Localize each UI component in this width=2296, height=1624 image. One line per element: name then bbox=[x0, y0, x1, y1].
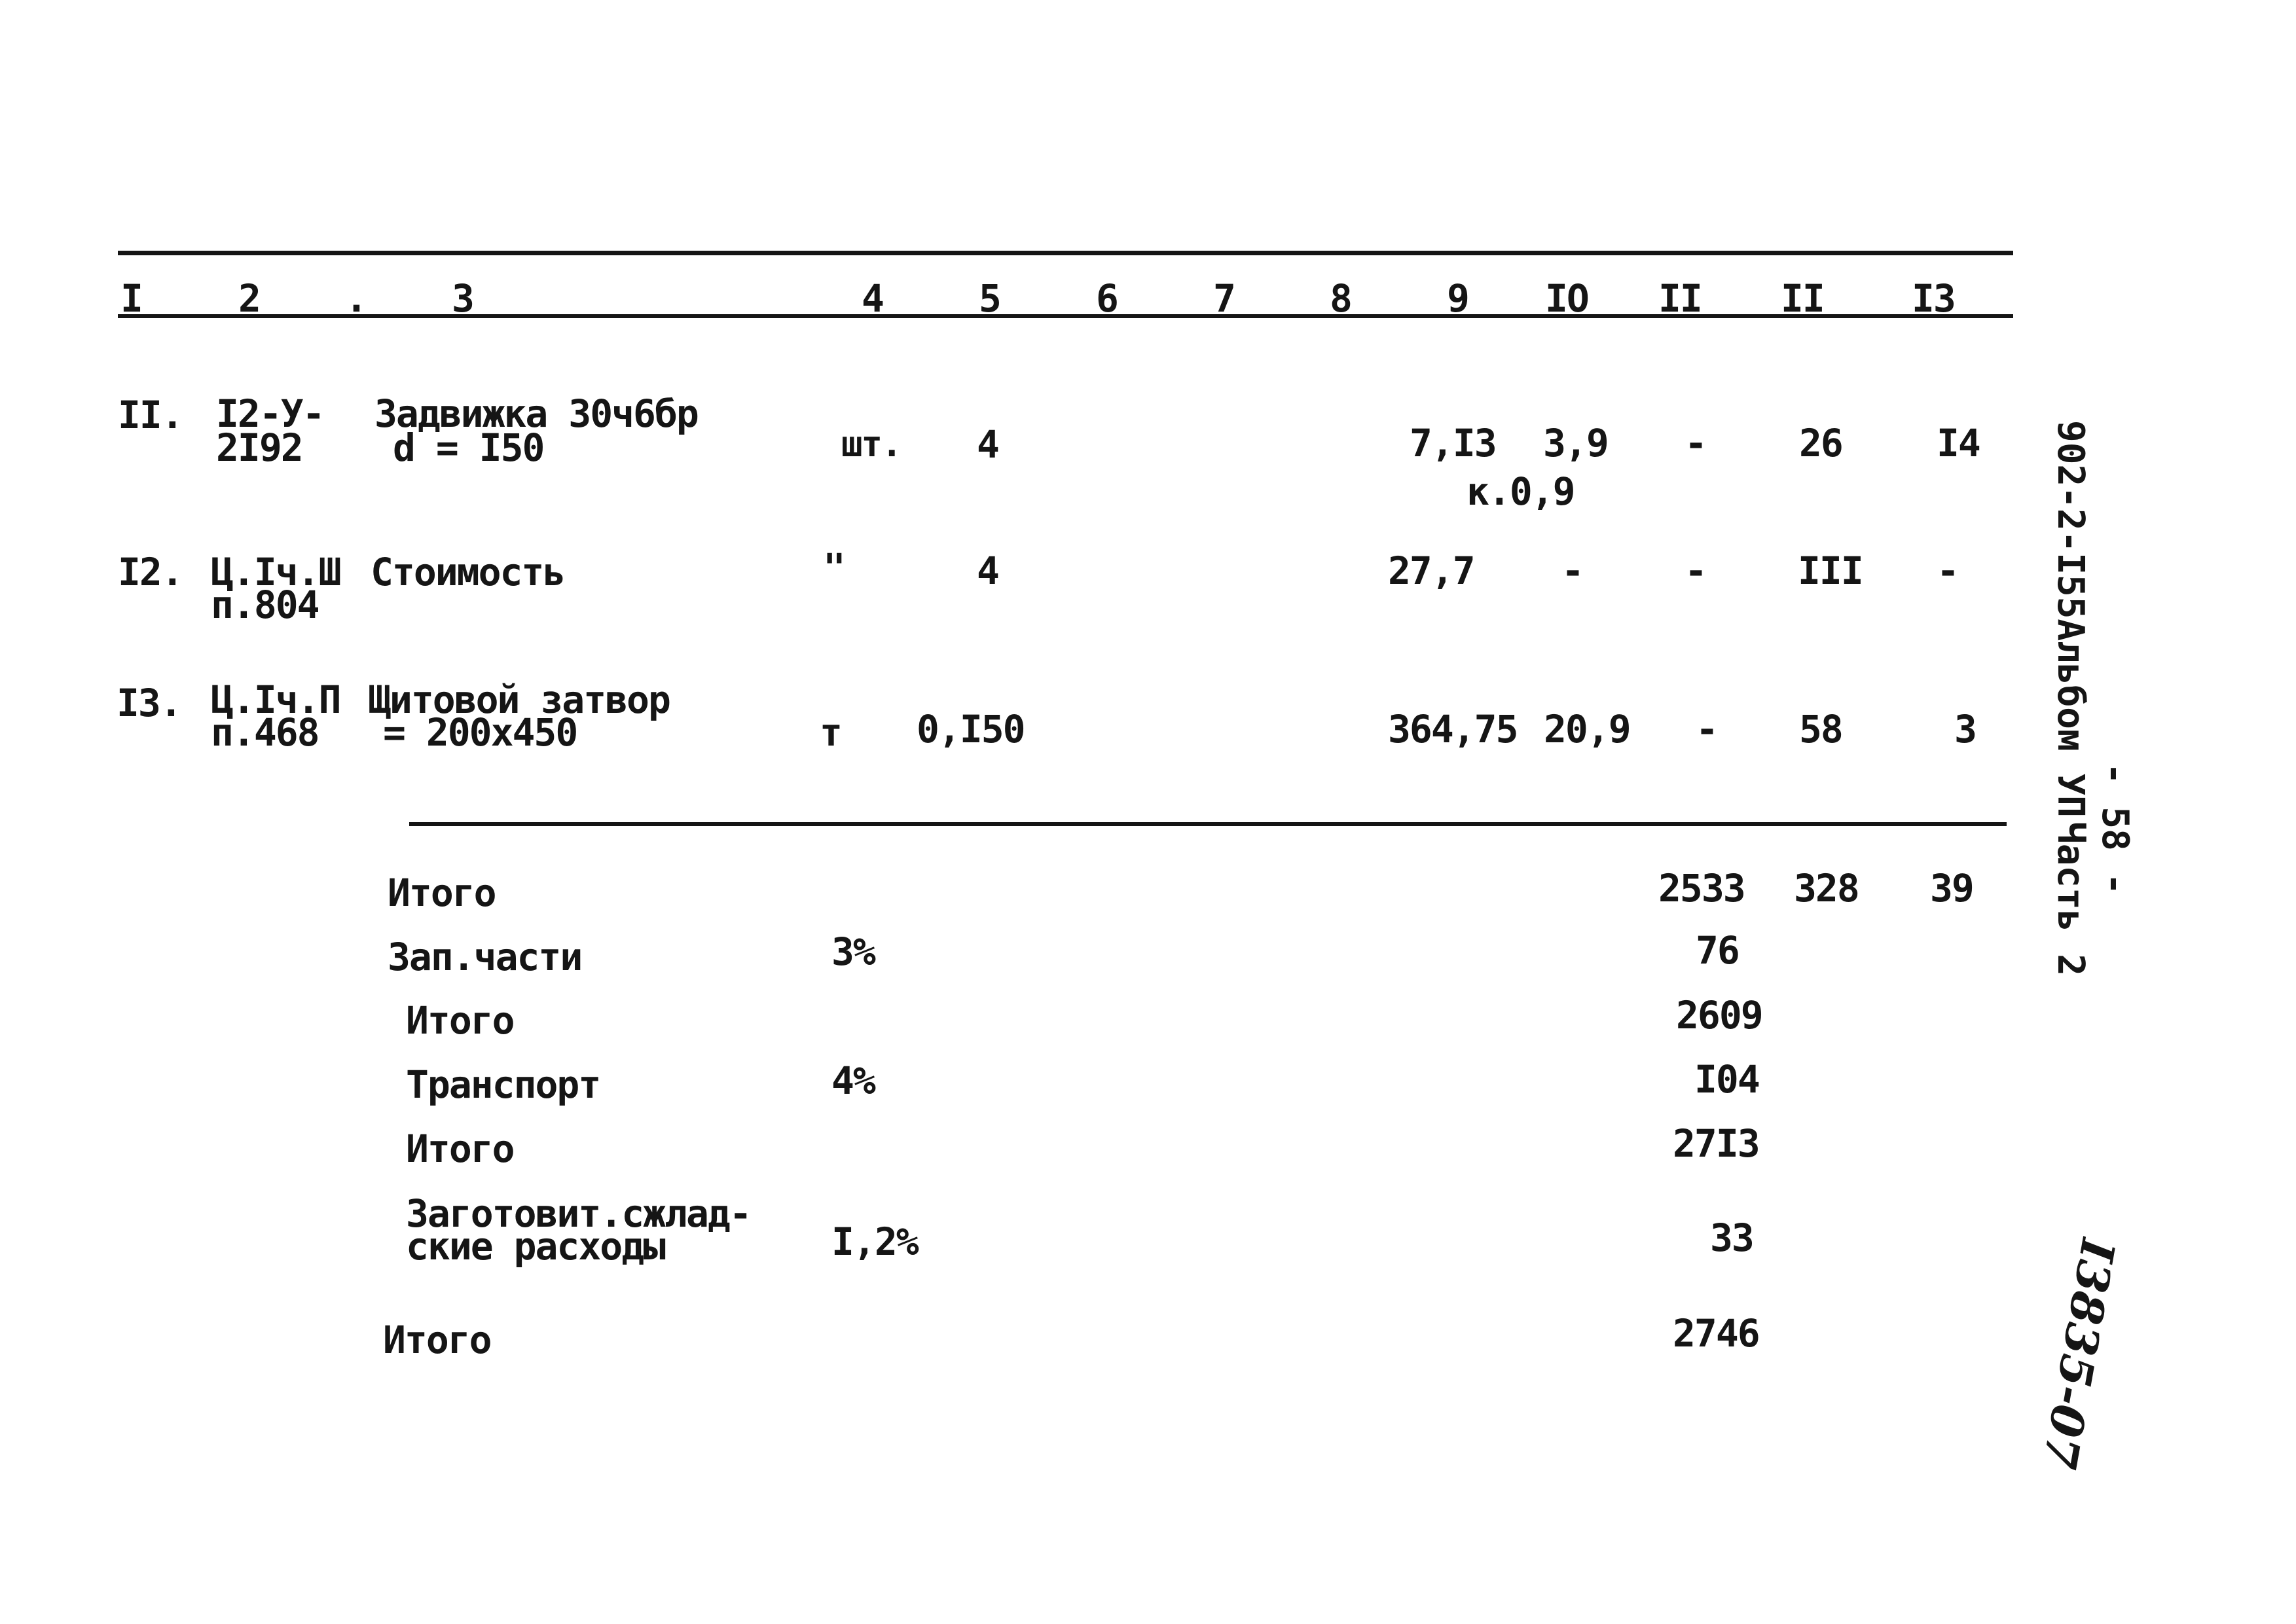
spare-parts-label: Зап.части bbox=[388, 935, 582, 979]
row-col13: I4 bbox=[1937, 421, 1980, 465]
header-underline bbox=[118, 314, 2013, 318]
procurement-pct: I,2% bbox=[831, 1219, 918, 1264]
row-col12: 58 bbox=[1799, 707, 1842, 751]
transport-value: I04 bbox=[1694, 1057, 1759, 1102]
row-name-line2: d = I50 bbox=[393, 425, 544, 470]
row-col11: - bbox=[1685, 421, 1706, 465]
col-header-10: IO bbox=[1545, 276, 1588, 321]
col-header-8: 8 bbox=[1330, 276, 1351, 321]
row-col9: 7,I3 bbox=[1410, 421, 1496, 465]
row-qty: 4 bbox=[977, 549, 998, 593]
col-header-6: 6 bbox=[1096, 276, 1118, 321]
col-header-4: 4 bbox=[862, 276, 883, 321]
top-rule bbox=[118, 251, 2013, 255]
row-code-line1: Ц.Iч.П bbox=[211, 677, 340, 722]
row-col10: - bbox=[1561, 549, 1583, 593]
row-col12: III bbox=[1798, 549, 1863, 593]
row-name-line2: = 200x450 bbox=[383, 710, 577, 755]
page-number: - 58 - bbox=[2094, 763, 2136, 895]
row-name-line1: Щитовой затвор bbox=[368, 677, 670, 722]
total-label: Итого bbox=[388, 871, 496, 915]
spare-parts-value: 76 bbox=[1696, 928, 1739, 973]
col-header-13: I3 bbox=[1912, 276, 1955, 321]
row-number: I3. bbox=[117, 681, 181, 725]
document-reference: 902-2-I55Альбом УП bbox=[2049, 420, 2092, 818]
transport-label: Транспорт bbox=[406, 1062, 600, 1107]
handwritten-stamp: I3835-07 bbox=[2032, 1235, 2126, 1473]
row-name-line1: Задвижка 30ч6бр bbox=[374, 391, 698, 436]
grand-total-label: Итого bbox=[383, 1318, 491, 1362]
row-number: I2. bbox=[118, 550, 183, 594]
row-code-line2: п.804 bbox=[211, 583, 319, 627]
spare-parts-pct: 3% bbox=[831, 929, 875, 974]
col-header-5: 5 bbox=[979, 276, 1000, 321]
totals-rule bbox=[409, 822, 2007, 826]
row-number: II. bbox=[118, 393, 183, 437]
row-col10: 20,9 bbox=[1544, 707, 1630, 751]
total-label: Итого bbox=[406, 998, 514, 1043]
transport-pct: 4% bbox=[831, 1058, 875, 1103]
col-header-3: 3 bbox=[452, 276, 473, 321]
grand-total-value: 2746 bbox=[1673, 1311, 1759, 1356]
row-col9: 27,7 bbox=[1388, 549, 1474, 593]
total-label: Итого bbox=[406, 1127, 514, 1171]
row-unit: шт. bbox=[841, 424, 902, 465]
row-code-line2: п.468 bbox=[211, 710, 319, 755]
row-code-line1: Ц.Iч.Ш bbox=[211, 550, 340, 594]
total-value: 2533 bbox=[1658, 866, 1745, 911]
row-col10: 3,9 bbox=[1543, 421, 1608, 465]
row-unit: т bbox=[820, 710, 841, 755]
col-header-11: II bbox=[1658, 276, 1702, 321]
row-col13: - bbox=[1937, 549, 1958, 593]
col-header-12: II bbox=[1781, 276, 1824, 321]
procurement-label-line2: ские расходы bbox=[406, 1224, 665, 1269]
row-note: к.0,9 bbox=[1467, 469, 1575, 514]
row-col11: - bbox=[1696, 707, 1717, 751]
row-code-line2: 2I92 bbox=[216, 425, 302, 470]
row-col9: 364,75 bbox=[1388, 707, 1518, 751]
row-name-line1: Стоимость bbox=[371, 550, 565, 594]
col-header-dot: . bbox=[345, 276, 367, 321]
total-col12: 328 bbox=[1794, 866, 1859, 911]
row-qty: 4 bbox=[977, 422, 998, 467]
total-value: 27I3 bbox=[1673, 1121, 1759, 1166]
total-value: 2609 bbox=[1676, 993, 1762, 1038]
part-label: Часть 2 bbox=[2049, 821, 2092, 977]
col-header-2: 2 bbox=[238, 276, 260, 321]
col-header-7: 7 bbox=[1213, 276, 1235, 321]
col-header-9: 9 bbox=[1447, 276, 1468, 321]
procurement-label-line1: Заготовит.сжлад- bbox=[406, 1191, 751, 1236]
row-code-line1: I2-У- bbox=[216, 391, 324, 436]
row-col11: - bbox=[1685, 549, 1706, 593]
col-header-1: I bbox=[120, 276, 142, 321]
total-col13: 39 bbox=[1930, 866, 1973, 911]
row-unit: " bbox=[823, 545, 845, 590]
row-qty: 0,I50 bbox=[917, 707, 1025, 751]
row-col13: 3 bbox=[1954, 707, 1976, 751]
procurement-value: 33 bbox=[1710, 1216, 1753, 1260]
row-col12: 26 bbox=[1799, 421, 1842, 465]
